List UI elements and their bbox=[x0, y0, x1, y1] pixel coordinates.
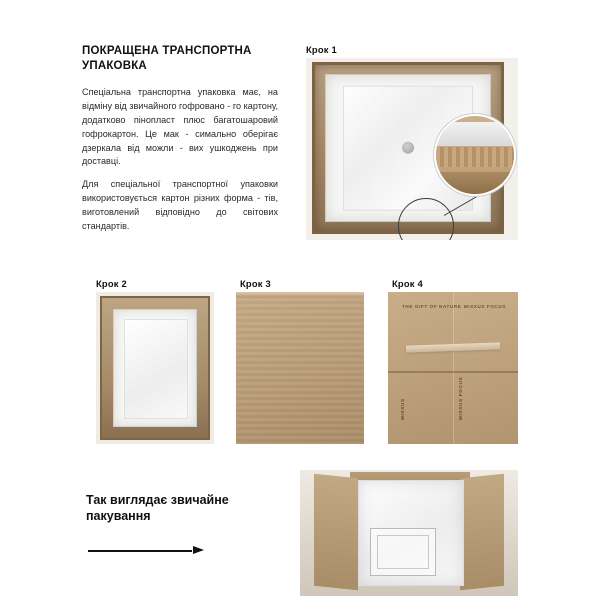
protective-sheet bbox=[124, 319, 188, 418]
foam-layer bbox=[436, 122, 514, 145]
carton-brand-top-left: THE GIFT OF NATURE bbox=[402, 304, 462, 309]
arrow-right-icon bbox=[88, 545, 204, 555]
intro-body bbox=[82, 86, 278, 233]
mirror-frame bbox=[370, 528, 436, 576]
step-4-label: Крок 4 bbox=[392, 278, 423, 289]
material-layers-closeup bbox=[434, 114, 516, 196]
step-3-label: Крок 3 bbox=[240, 278, 271, 289]
step-1-photo bbox=[306, 58, 518, 240]
box-flap-right bbox=[460, 474, 504, 591]
white-interior bbox=[113, 309, 197, 427]
cardboard-frame bbox=[100, 296, 210, 440]
step-1-label: Крок 1 bbox=[306, 44, 337, 55]
carton-panel-right bbox=[453, 292, 518, 444]
step-2-label: Крок 2 bbox=[96, 278, 127, 289]
box-flap-left bbox=[314, 474, 358, 591]
intro-block bbox=[82, 44, 278, 242]
carton-seam bbox=[388, 371, 518, 373]
carton-brand-top-right: MIXXUS FOCUS bbox=[463, 304, 506, 309]
step-3-photo bbox=[236, 292, 364, 444]
carton-brand-side-right: MIXXUS FOCUS bbox=[458, 376, 463, 420]
arrow-head bbox=[193, 546, 204, 554]
carton-brand-side-left: MIXXUS bbox=[400, 398, 405, 420]
carton-panel-left bbox=[388, 292, 454, 444]
cardboard-texture bbox=[236, 292, 364, 444]
cardboard-layer bbox=[436, 172, 514, 194]
bottom-heading: Так виглядає звичайне пакування bbox=[86, 493, 229, 524]
step-2-photo bbox=[96, 292, 214, 444]
page-title: ПОКРАЩЕНА ТРАНСПОРТНА УПАКОВКА bbox=[82, 45, 252, 73]
standard-packaging-photo bbox=[300, 470, 518, 596]
intro-paragraph-2: Для спеціальної транспортної упаковки використовується картон різних форма - тів, виготовлений відповідно до світових стандартів. bbox=[82, 179, 278, 231]
step-4-photo bbox=[388, 292, 518, 444]
arrow-shaft bbox=[88, 550, 192, 552]
intro-paragraph-1: Спеціальна транспортна упаковка має, на відміну від звичайного гофровано - го картону, додатково пінопласт плюс багатошаровий гофрокартон. Це мак - симально оберігає дзеркала від можли - вих ушкоджень при доставці. bbox=[82, 87, 278, 167]
corrugated-layer bbox=[436, 147, 514, 167]
